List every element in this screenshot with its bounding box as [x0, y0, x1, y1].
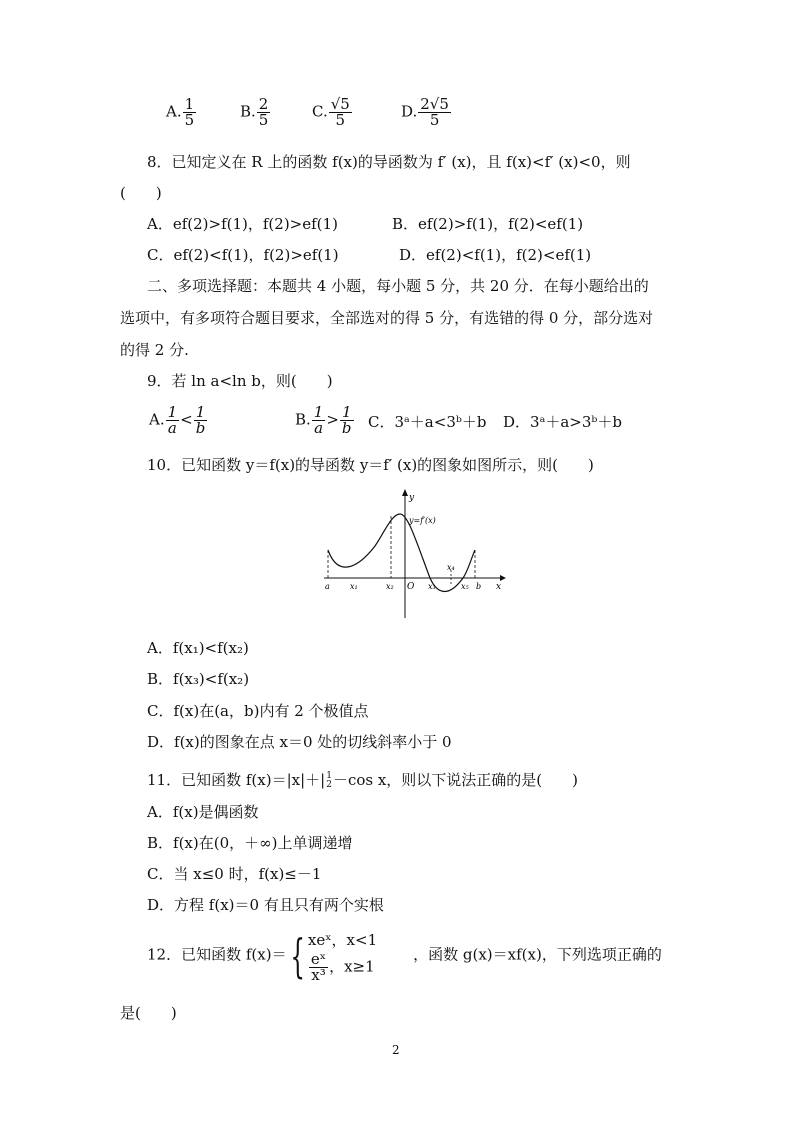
derivative-curve	[328, 514, 475, 592]
x-axis-arrow-icon	[500, 575, 506, 581]
q11-stem: 11．已知函数 f(x)＝|x|＋| 1 2 －cos x，则以下说法正确的是( )	[147, 771, 578, 790]
q9-stem: 9．若 ln a<ln b，则( )	[147, 372, 333, 390]
q9-option-a: A. $\frac{1}{a}$ < $\frac{1}{b}$	[149, 403, 206, 437]
q11-option-a: A．f(x)是偶函数	[147, 803, 259, 821]
q8-option-d: D．ef(2)<f(1)，f(2)<ef(1)	[399, 246, 592, 264]
q11-option-b: B．f(x)在(0，＋∞)上单调递增	[147, 834, 353, 852]
a-label: a	[325, 582, 330, 591]
q12-answer-blank: 是( )	[120, 1004, 177, 1022]
curve-label: y=f′(x)	[409, 516, 436, 525]
q7-d-numerator: 2√5	[420, 95, 449, 113]
q7-c-denominator: 5	[335, 111, 346, 129]
q7-d-denominator: 5	[429, 111, 440, 129]
section2-line3: 的得 2 分.	[120, 341, 189, 359]
q8-option-c: C．ef(2)<f(1)，f(2)>ef(1)	[147, 246, 339, 264]
q9-option-d: D．3ᵃ＋a>3ᵇ＋b	[503, 413, 623, 431]
section2-heading: 二、多项选择题：本题共 4 小题，每小题 5 分，共 20 分．在每小题给出的	[147, 277, 649, 295]
origin-label: O	[407, 582, 415, 592]
q10-option-a: A．f(x₁)<f(x₂)	[147, 639, 249, 657]
q10-derivative-graph	[320, 486, 506, 622]
x-axis-label: x	[496, 582, 502, 592]
q11-option-c: C．当 x≤0 时，f(x)≤－1	[147, 865, 322, 883]
q7-a-numerator: 1	[184, 95, 195, 113]
q7-option-c: C. $\frac{√5}{5}$	[312, 95, 350, 129]
q11-option-d: D．方程 f(x)＝0 有且只有两个实根	[147, 896, 384, 914]
x2-label: x₂	[386, 582, 394, 591]
q7-b-numerator: 2	[258, 95, 269, 113]
q8-stem: 8．已知定义在 R 上的函数 f(x)的导函数为 f′ (x)，且 f(x)<f′ (x)<0，则	[147, 153, 631, 171]
q7-a-denominator: 5	[184, 111, 195, 129]
q10-option-d: D．f(x)的图象在点 x＝0 处的切线斜率小于 0	[147, 733, 452, 751]
q10-option-c: C．f(x)在(a，b)内有 2 个极值点	[147, 702, 369, 720]
b-label: b	[476, 582, 482, 591]
page-number: 2	[392, 1043, 400, 1057]
q9-option-c: C．3ᵃ＋a<3ᵇ＋b	[368, 413, 487, 431]
y-axis-arrow-icon	[402, 489, 408, 496]
q8-option-a: A．ef(2)>f(1)，f(2)>ef(1)	[147, 215, 338, 233]
q7-c-numerator: √5	[330, 95, 350, 113]
piecewise-brace: {	[289, 928, 305, 983]
q7-option-d: D. $\frac{2√5}{5}$	[401, 95, 449, 129]
q10-option-b: B．f(x₃)<f(x₂)	[147, 670, 250, 688]
y-axis-label: y	[409, 493, 415, 503]
section2-line2: 选项中，有多项符合题目要求，全部选对的得 5 分，有选错的得 0 分，部分选对	[120, 309, 654, 327]
q7-b-denominator: 5	[258, 111, 269, 129]
q7-option-a: A. $\frac{1}{5}$	[166, 95, 195, 129]
x3-label: x₃	[428, 582, 436, 591]
q12-stem: 12．已知函数 f(x)＝{ xeˣ，x<1 $\frac{\text{eˣ}}{\text{x³}}$ ，x≥1 ，函数 g(x)＝xf(x)，下列选项正确的	[147, 928, 662, 984]
q9-option-b: B. $\frac{1}{a}$ > $\frac{1}{b}$	[295, 403, 352, 437]
q8-answer-blank: ( )	[120, 184, 162, 202]
q8-option-b: B．ef(2)>f(1)，f(2)<ef(1)	[392, 215, 584, 233]
x5-label: x₅	[461, 582, 469, 591]
q7-option-b: B. $\frac{2}{5}$	[240, 95, 269, 129]
piecewise-cases: xeˣ，x<1 $\frac{\text{eˣ}}{\text{x³}}$ ，x≥1	[307, 931, 378, 984]
q10-stem: 10．已知函数 y＝f(x)的导函数 y＝f′ (x)的图象如图所示，则( )	[147, 456, 594, 474]
x4-label: x₄	[447, 563, 455, 572]
x1-label: x₁	[350, 582, 358, 591]
